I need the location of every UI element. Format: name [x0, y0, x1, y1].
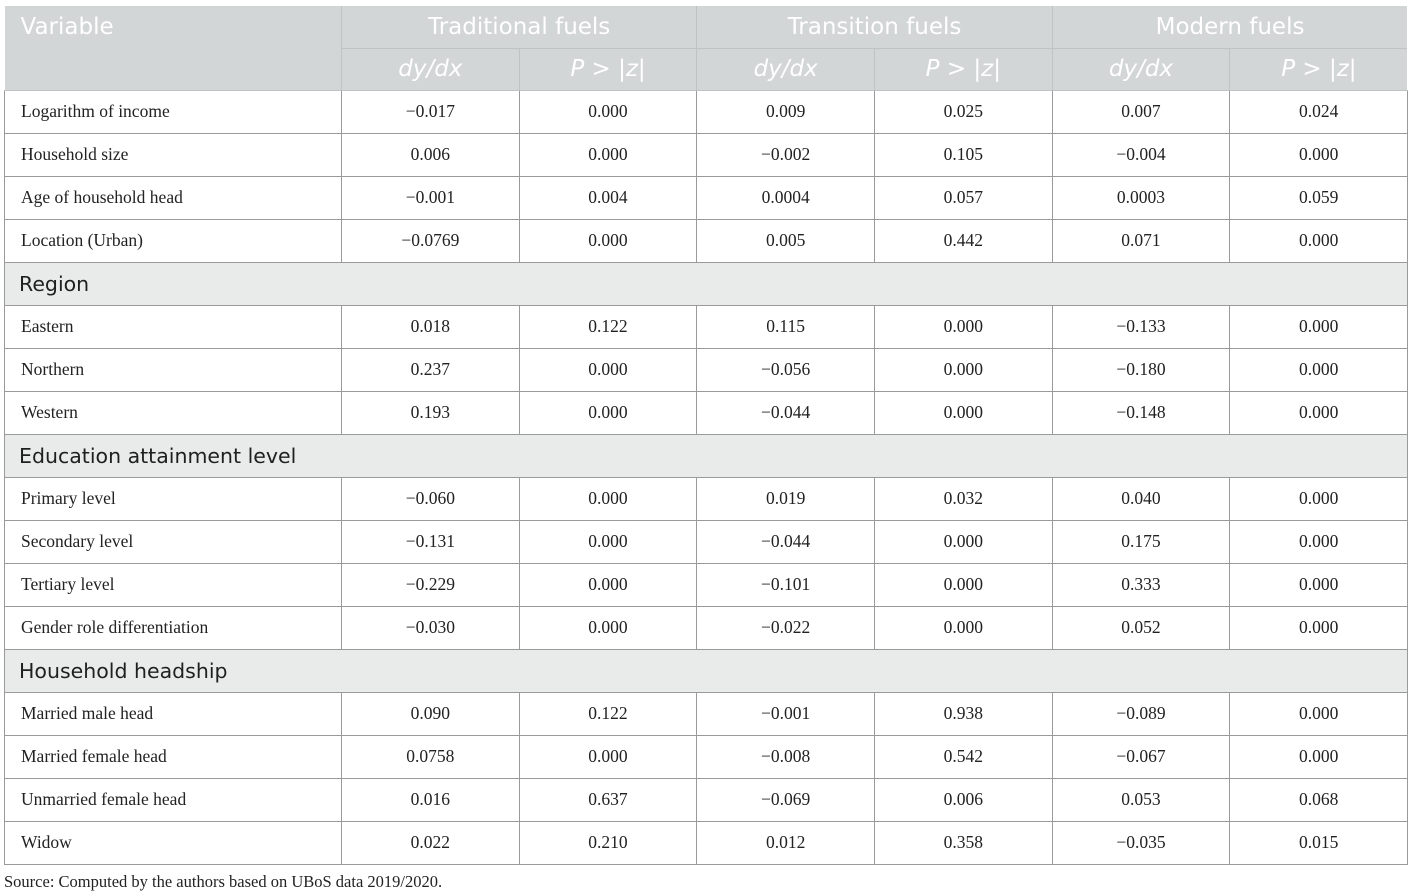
table-row — [5, 520, 1408, 563]
cell-p-value: 0.000 — [519, 520, 697, 563]
row-label: Widow — [5, 821, 342, 864]
cell-p-value: 0.025 — [874, 90, 1052, 133]
cell-p-value: 0.024 — [1230, 90, 1408, 133]
source-note: Source: Computed by the authors based on UBoS data 2019/2020. — [4, 872, 443, 891]
cell-dydx: −0.004 — [1052, 133, 1230, 176]
subheader-dydx: dy/dx — [1052, 48, 1230, 90]
cell-p-value: 0.032 — [874, 477, 1052, 520]
cell-p-value: 0.006 — [874, 778, 1052, 821]
cell-dydx: −0.035 — [1052, 821, 1230, 864]
cell-p-value: 0.358 — [874, 821, 1052, 864]
cell-p-value: 0.442 — [874, 219, 1052, 262]
cell-dydx: −0.131 — [342, 520, 520, 563]
section-label: Education attainment level — [5, 434, 1408, 477]
row-label: Eastern — [5, 305, 342, 348]
cell-p-value: 0.000 — [1230, 520, 1408, 563]
cell-p-value: 0.000 — [1230, 133, 1408, 176]
cell-p-value: 0.105 — [874, 133, 1052, 176]
row-label: Household size — [5, 133, 342, 176]
cell-p-value: 0.000 — [1230, 219, 1408, 262]
cell-p-value: 0.000 — [519, 606, 697, 649]
section-row — [5, 434, 1408, 477]
cell-p-value: 0.000 — [1230, 735, 1408, 778]
row-label: Primary level — [5, 477, 342, 520]
table-body — [5, 90, 1408, 864]
cell-dydx: 0.0003 — [1052, 176, 1230, 219]
cell-dydx: −0.229 — [342, 563, 520, 606]
header-transition-fuels: Transition fuels — [697, 6, 1052, 48]
cell-dydx: −0.001 — [697, 692, 875, 735]
row-label: Northern — [5, 348, 342, 391]
cell-dydx: −0.017 — [342, 90, 520, 133]
cell-dydx: −0.067 — [1052, 735, 1230, 778]
cell-dydx: 0.115 — [697, 305, 875, 348]
section-label: Region — [5, 262, 1408, 305]
cell-p-value: 0.000 — [1230, 606, 1408, 649]
cell-p-value: 0.000 — [519, 391, 697, 434]
cell-p-value: 0.000 — [874, 348, 1052, 391]
cell-dydx: −0.044 — [697, 391, 875, 434]
row-label: Secondary level — [5, 520, 342, 563]
subheader-dydx: dy/dx — [697, 48, 875, 90]
cell-p-value: 0.000 — [1230, 692, 1408, 735]
row-label: Gender role differentiation — [5, 606, 342, 649]
header-traditional-fuels: Traditional fuels — [342, 6, 697, 48]
cell-p-value: 0.000 — [1230, 563, 1408, 606]
cell-p-value: 0.057 — [874, 176, 1052, 219]
cell-dydx: 0.007 — [1052, 90, 1230, 133]
cell-p-value: 0.000 — [874, 520, 1052, 563]
table-row — [5, 735, 1408, 778]
cell-p-value: 0.000 — [519, 90, 697, 133]
cell-dydx: −0.030 — [342, 606, 520, 649]
cell-dydx: −0.0769 — [342, 219, 520, 262]
header-variable: Variable — [5, 6, 342, 90]
cell-dydx: −0.001 — [342, 176, 520, 219]
subheader-p-value: P > |z| — [874, 48, 1052, 90]
cell-dydx: 0.006 — [342, 133, 520, 176]
table-row — [5, 778, 1408, 821]
cell-dydx: 0.016 — [342, 778, 520, 821]
cell-dydx: 0.040 — [1052, 477, 1230, 520]
cell-p-value: 0.122 — [519, 305, 697, 348]
cell-dydx: −0.002 — [697, 133, 875, 176]
cell-p-value: 0.068 — [1230, 778, 1408, 821]
table-row — [5, 563, 1408, 606]
row-label: Location (Urban) — [5, 219, 342, 262]
cell-dydx: 0.0004 — [697, 176, 875, 219]
section-row — [5, 262, 1408, 305]
cell-p-value: 0.000 — [519, 348, 697, 391]
cell-p-value: 0.000 — [519, 133, 697, 176]
cell-p-value: 0.542 — [874, 735, 1052, 778]
table-row — [5, 606, 1408, 649]
row-label: Unmarried female head — [5, 778, 342, 821]
table-row — [5, 90, 1408, 133]
cell-dydx: 0.053 — [1052, 778, 1230, 821]
subheader-p-value: P > |z| — [1230, 48, 1408, 90]
row-label: Western — [5, 391, 342, 434]
cell-p-value: 0.000 — [874, 606, 1052, 649]
table-row — [5, 219, 1408, 262]
cell-p-value: 0.938 — [874, 692, 1052, 735]
cell-dydx: 0.052 — [1052, 606, 1230, 649]
table-row — [5, 348, 1408, 391]
cell-dydx: 0.009 — [697, 90, 875, 133]
cell-dydx: −0.133 — [1052, 305, 1230, 348]
cell-dydx: 0.090 — [342, 692, 520, 735]
marginal-effects-table — [4, 6, 1408, 865]
cell-p-value: 0.059 — [1230, 176, 1408, 219]
cell-p-value: 0.122 — [519, 692, 697, 735]
subheader-p-value: P > |z| — [519, 48, 697, 90]
cell-dydx: −0.022 — [697, 606, 875, 649]
cell-dydx: −0.056 — [697, 348, 875, 391]
cell-dydx: 0.005 — [697, 219, 875, 262]
cell-dydx: 0.193 — [342, 391, 520, 434]
cell-dydx: −0.180 — [1052, 348, 1230, 391]
section-row — [5, 649, 1408, 692]
row-label: Tertiary level — [5, 563, 342, 606]
row-label: Married female head — [5, 735, 342, 778]
cell-dydx: −0.008 — [697, 735, 875, 778]
cell-dydx: 0.018 — [342, 305, 520, 348]
cell-p-value: 0.210 — [519, 821, 697, 864]
cell-p-value: 0.000 — [1230, 477, 1408, 520]
table-row — [5, 692, 1408, 735]
row-label: Age of household head — [5, 176, 342, 219]
cell-p-value: 0.000 — [1230, 305, 1408, 348]
section-label: Household headship — [5, 649, 1408, 692]
table-row — [5, 133, 1408, 176]
cell-dydx: 0.333 — [1052, 563, 1230, 606]
cell-dydx: −0.044 — [697, 520, 875, 563]
subheader-dydx: dy/dx — [342, 48, 520, 90]
table-row — [5, 821, 1408, 864]
cell-dydx: 0.175 — [1052, 520, 1230, 563]
cell-dydx: 0.0758 — [342, 735, 520, 778]
table-row — [5, 391, 1408, 434]
header-modern-fuels: Modern fuels — [1052, 6, 1407, 48]
cell-p-value: 0.000 — [1230, 348, 1408, 391]
cell-dydx: 0.237 — [342, 348, 520, 391]
table-row — [5, 305, 1408, 348]
results-table-container — [4, 6, 1407, 865]
cell-dydx: −0.101 — [697, 563, 875, 606]
cell-p-value: 0.000 — [519, 563, 697, 606]
table-row — [5, 477, 1408, 520]
cell-p-value: 0.015 — [1230, 821, 1408, 864]
row-label: Logarithm of income — [5, 90, 342, 133]
cell-p-value: 0.000 — [874, 391, 1052, 434]
cell-p-value: 0.000 — [519, 477, 697, 520]
cell-dydx: −0.060 — [342, 477, 520, 520]
cell-p-value: 0.004 — [519, 176, 697, 219]
cell-dydx: 0.019 — [697, 477, 875, 520]
cell-p-value: 0.000 — [874, 305, 1052, 348]
cell-dydx: 0.012 — [697, 821, 875, 864]
table-row — [5, 176, 1408, 219]
cell-dydx: −0.148 — [1052, 391, 1230, 434]
cell-p-value: 0.000 — [519, 219, 697, 262]
cell-p-value: 0.000 — [519, 735, 697, 778]
table-header — [5, 6, 1408, 90]
cell-p-value: 0.637 — [519, 778, 697, 821]
cell-dydx: 0.022 — [342, 821, 520, 864]
cell-p-value: 0.000 — [1230, 391, 1408, 434]
cell-dydx: 0.071 — [1052, 219, 1230, 262]
cell-p-value: 0.000 — [874, 563, 1052, 606]
row-label: Married male head — [5, 692, 342, 735]
cell-dydx: −0.069 — [697, 778, 875, 821]
cell-dydx: −0.089 — [1052, 692, 1230, 735]
